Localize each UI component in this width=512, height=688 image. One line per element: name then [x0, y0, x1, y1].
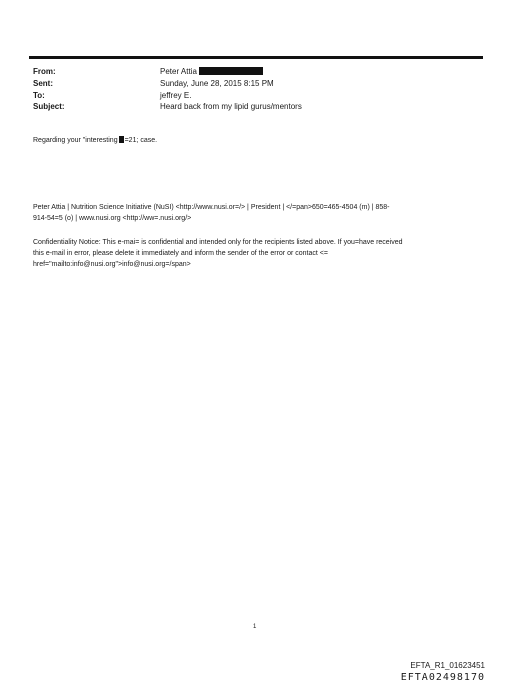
confidentiality-line-3: href="mailto:info@nusi.org">info@nusi.org=/span> — [33, 261, 191, 268]
bates-number-small: EFTA_R1_01623451 — [410, 661, 485, 670]
regarding-suffix: =21; case. — [124, 137, 158, 144]
to-label: To: — [33, 91, 45, 100]
to-value: jeffrey E. — [160, 91, 192, 100]
signature-line-1: Peter Attia | Nutrition Science Initiative (NuSI) <http://www.nusi.or=/> | President | </=pan>650=465-4504 (m) | 858- — [33, 204, 390, 211]
regarding-prefix: Regarding your "interesting — [33, 137, 118, 144]
confidentiality-line-1: Confidentiality Notice: This e-mai= is confidential and intended only for the recipients listed above. If you=have received — [33, 239, 403, 246]
subject-label: Subject: — [33, 102, 65, 111]
confidentiality-notice — [33, 237, 483, 270]
from-value — [160, 67, 263, 76]
from-name: Peter Attia — [160, 67, 197, 76]
confidentiality-line-2: this e-mail in error, please delete it immediately and inform the sender of the error or contact <= — [33, 250, 328, 257]
signature-line-2: 914-54=5 (o) | www.nusi.org <http://ww=.nusi.org/> — [33, 215, 192, 222]
garbled-character-mark — [119, 136, 124, 143]
signature-block — [33, 202, 483, 224]
subject-value: Heard back from my lipid gurus/mentors — [160, 102, 302, 111]
sent-label: Sent: — [33, 79, 53, 88]
regarding-line — [33, 135, 483, 146]
redaction-block — [199, 67, 263, 75]
sent-value: Sunday, June 28, 2015 8:15 PM — [160, 79, 274, 88]
page-number: 1 — [253, 624, 257, 630]
bates-number-large: EFTA02498170 — [400, 672, 485, 683]
from-label: From: — [33, 67, 56, 76]
header-divider — [29, 56, 483, 59]
